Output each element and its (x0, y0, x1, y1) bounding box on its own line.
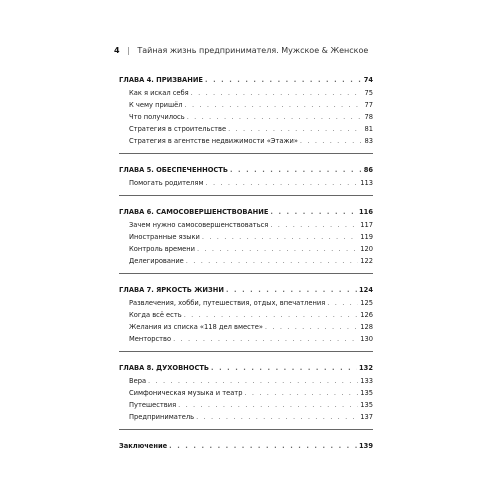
header-separator: | (127, 46, 130, 55)
chapter-heading-label: ГЛАВА 4. ПРИЗВАНИЕ (119, 76, 203, 84)
toc-entry-page-number: 119 (360, 233, 373, 241)
toc-entry-label: Помогать родителям (129, 179, 204, 187)
toc-entry[interactable] (119, 321, 373, 333)
chapter-block (119, 164, 373, 196)
dot-leader (185, 99, 363, 111)
dot-leader (196, 411, 358, 423)
toc-entry-page-number: 128 (360, 323, 373, 331)
chapter-heading-page-number: 74 (363, 76, 373, 84)
toc-entry[interactable] (119, 123, 373, 135)
toc-entry[interactable] (119, 309, 373, 321)
chapter-heading-label: ГЛАВА 7. ЯРКОСТЬ ЖИЗНИ (119, 286, 224, 294)
toc-entry[interactable] (119, 111, 373, 123)
chapter-heading[interactable] (119, 74, 373, 86)
toc-entry[interactable] (119, 243, 373, 255)
dot-leader (205, 74, 362, 86)
toc-entry-page-number: 135 (360, 389, 373, 397)
chapter-heading[interactable] (119, 206, 373, 218)
toc-entry-label: Контроль времени (129, 245, 195, 253)
conclusion-entry-label: Заключение (119, 442, 168, 450)
toc-entry-label: К чему пришёл (129, 101, 183, 109)
book-title: Тайная жизнь предпринимателя. Мужское & Женское (137, 46, 369, 55)
chapter-heading-page-number: 116 (359, 208, 373, 216)
toc-entry[interactable] (119, 333, 373, 345)
dot-leader (191, 87, 363, 99)
toc-entry[interactable] (119, 135, 373, 147)
toc-entry[interactable] (119, 219, 373, 231)
toc-entry[interactable] (119, 375, 373, 387)
chapter-block (119, 206, 373, 274)
dot-leader (206, 177, 359, 189)
toc-entry-page-number: 117 (360, 221, 373, 229)
chapter-heading-page-number: 86 (363, 166, 373, 174)
dot-leader (178, 399, 358, 411)
chapter-heading-page-number: 124 (359, 286, 373, 294)
dot-leader (197, 243, 358, 255)
conclusion-entry[interactable] (119, 440, 373, 452)
toc-entry[interactable] (119, 255, 373, 267)
toc-entry-label: Симфоническая музыка и театр (129, 389, 243, 397)
chapter-heading-page-number: 132 (359, 364, 373, 372)
dot-leader (265, 321, 358, 333)
toc-entry[interactable] (119, 231, 373, 243)
toc-entry[interactable] (119, 99, 373, 111)
toc-entry-label: Как я искал себя (129, 89, 189, 97)
dot-leader (186, 255, 358, 267)
toc-entry-page-number: 75 (364, 89, 373, 97)
dot-leader (211, 362, 357, 374)
toc-entry-page-number: 83 (364, 137, 373, 145)
toc-entry-label: Что получилось (129, 113, 185, 121)
toc-entry-page-number: 77 (364, 101, 373, 109)
toc-entry-label: Путешествия (129, 401, 177, 409)
toc-entry-page-number: 78 (364, 113, 373, 121)
dot-leader (148, 375, 358, 387)
chapter-heading[interactable] (119, 362, 373, 374)
toc-entry-label: Делегирование (129, 257, 184, 265)
toc-entry[interactable] (119, 399, 373, 411)
toc-entry-label: Стратегия в агентстве недвижимости «Этажи» (129, 137, 298, 145)
chapter-block (119, 284, 373, 352)
toc-entry-label: Предприниматель (129, 413, 195, 421)
toc-entry-page-number: 81 (364, 125, 373, 133)
toc-entry[interactable] (119, 177, 373, 189)
page-number: 4 (114, 46, 120, 55)
dot-leader (244, 387, 358, 399)
toc-entry-label: Желания из списка «118 дел вместе» (129, 323, 263, 331)
chapter-heading-label: ГЛАВА 8. ДУХОВНОСТЬ (119, 364, 210, 372)
dot-leader (226, 284, 357, 296)
dot-leader (184, 309, 359, 321)
toc-entry-page-number: 122 (360, 257, 373, 265)
running-header (114, 46, 368, 55)
table-of-contents (119, 74, 373, 452)
dot-leader (327, 297, 358, 309)
toc-entry-label: Когда всё есть (129, 311, 182, 319)
toc-entry-page-number: 133 (360, 377, 373, 385)
toc-entry-label: Зачем нужно самосовершенствоваться (129, 221, 269, 229)
dot-leader (228, 123, 362, 135)
dot-leader (202, 231, 358, 243)
toc-entry-page-number: 125 (360, 299, 373, 307)
toc-entry-label: Иностранные языки (129, 233, 200, 241)
toc-entry-page-number: 120 (360, 245, 373, 253)
toc-entry[interactable] (119, 297, 373, 309)
toc-entry-label: Менторство (129, 335, 172, 343)
dot-leader (169, 440, 357, 452)
conclusion-entry-page-number: 139 (359, 442, 373, 450)
toc-entry-label: Стратегия в строительстве (129, 125, 227, 133)
chapter-block (119, 362, 373, 430)
dot-leader (270, 219, 358, 231)
dot-leader (270, 206, 357, 218)
toc-entry-label: Развлечения, хобби, путешествия, отдых, впечатления (129, 299, 326, 307)
toc-entry-label: Вера (129, 377, 147, 385)
chapter-heading[interactable] (119, 164, 373, 176)
toc-entry-page-number: 126 (360, 311, 373, 319)
chapter-heading-label: ГЛАВА 6. САМОСОВЕРШЕНСТВОВАНИЕ (119, 208, 269, 216)
chapter-heading[interactable] (119, 284, 373, 296)
chapter-block (119, 74, 373, 154)
toc-entry-page-number: 113 (360, 179, 373, 187)
toc-entry[interactable] (119, 387, 373, 399)
dot-leader (230, 164, 362, 176)
dot-leader (300, 135, 363, 147)
dot-leader (187, 111, 363, 123)
toc-entry[interactable] (119, 87, 373, 99)
dot-leader (173, 333, 358, 345)
toc-entry[interactable] (119, 411, 373, 423)
toc-entry-page-number: 130 (360, 335, 373, 343)
toc-entry-page-number: 137 (360, 413, 373, 421)
chapter-heading-label: ГЛАВА 5. ОБЕСПЕЧЕННОСТЬ (119, 166, 228, 174)
toc-entry-page-number: 135 (360, 401, 373, 409)
